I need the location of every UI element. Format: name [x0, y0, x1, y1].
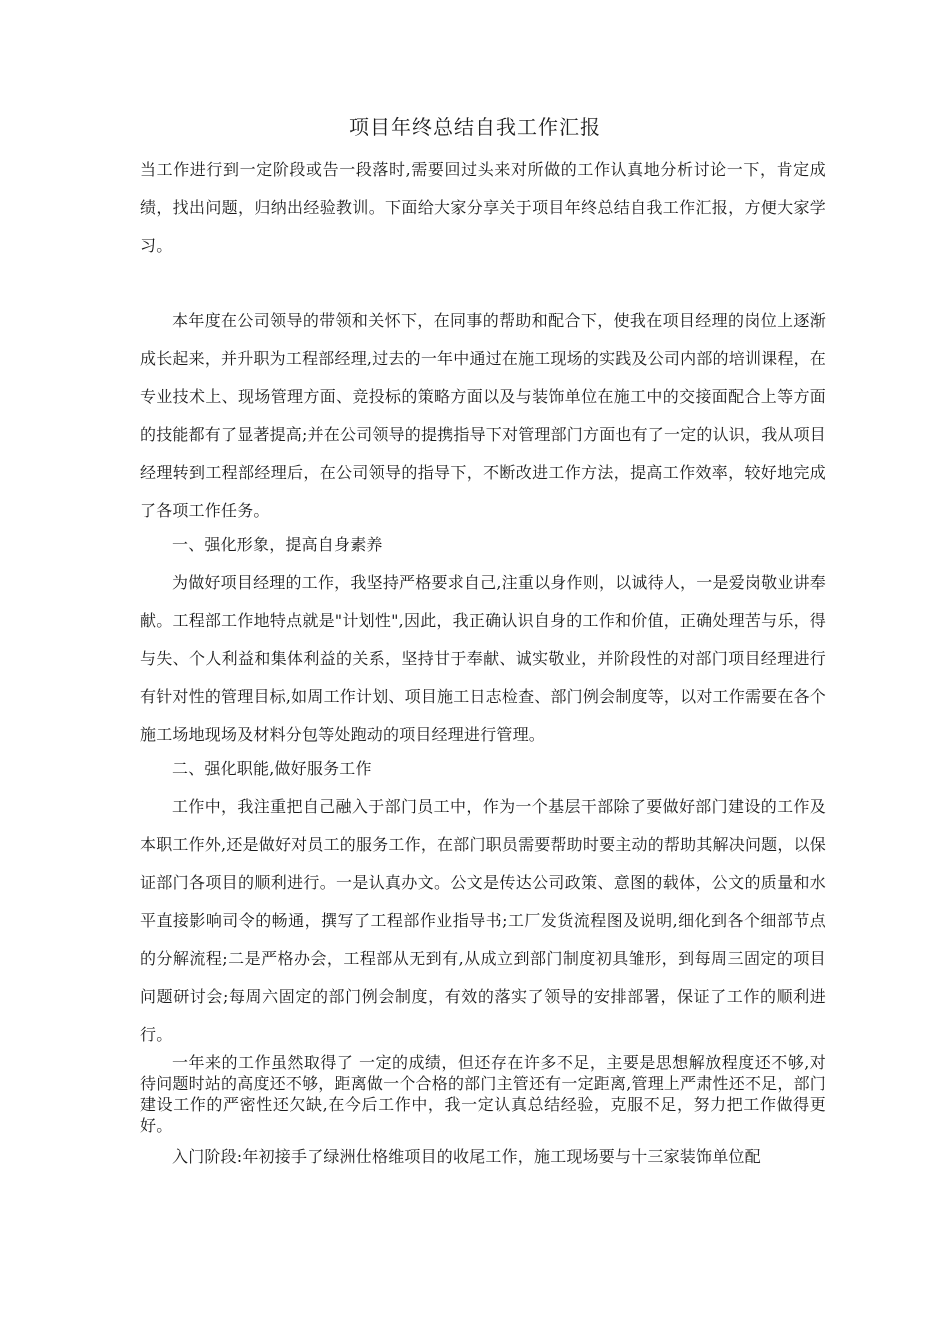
intro-paragraph: 当工作进行到一定阶段或告一段落时,需要回过头来对所做的工作认真地分析讨论一下，肯定成绩，找出问题，归纳出经验教训。下面给大家分享关于项目年终总结自我工作汇报，方便大家学习。: [140, 160, 826, 255]
body-paragraph-5: 入门阶段:年初接手了绿洲仕格维项目的收尾工作，施工现场要与十三家装饰单位配: [172, 1147, 761, 1166]
body-paragraph-2: 为做好项目经理的工作，我坚持严格要求自己,注重以身作则，以诚待人，一是爱岗敬业讲奉献。工程部工作地特点就是"计划性",因此，我正确认识自身的工作和价值，正确处理苦与乐，得与失、个人利益和集体利益的关系，坚持甘于奉献、诚实敬业，并阶段性的对部门项目经理进行有针对性的管理目标,如周工作计划、项目施工日志检查、部门例会制度等，以对工作需要在各个施工场地现场及材料分包等处跑动的项目经理进行管理。: [140, 573, 826, 744]
section-heading-1: 一、强化形象，提高自身素养: [172, 535, 383, 554]
document-title: 项目年终总结自我工作汇报: [349, 115, 601, 139]
body-paragraph-4: 一年来的工作虽然取得了 一定的成绩，但还存在许多不足，主要是思想解放程度还不够,对待问题时站的高度还不够，距离做一个合格的部门主管还有一定距离,管理上严肃性还不足，部门建设工作的严密性还欠缺,在今后工作中，我一定认真总结经验，克服不足，努力把工作做得更好。: [140, 1053, 826, 1135]
body-paragraph-3: 工作中，我注重把自己融入于部门员工中，作为一个基层干部除了要做好部门建设的工作及本职工作外,还是做好对员工的服务工作，在部门职员需要帮助时要主动的帮助其解决问题，以保证部门各项目的顺利进行。一是认真办文。公文是传达公司政策、意图的载体，公文的质量和水平直接影响司令的畅通，撰写了工程部作业指导书;工厂发货流程图及说明,细化到各个细部节点的分解流程;二是严格办会，工程部从无到有,从成立到部门制度初具雏形，到每周三固定的项目问题研讨会;每周六固定的部门例会制度，有效的落实了领导的安排部署，保证了工作的顺利进行。: [140, 797, 826, 1044]
body-paragraph-1: 本年度在公司领导的带领和关怀下，在同事的帮助和配合下，使我在项目经理的岗位上逐渐成长起来，并升职为工程部经理,过去的一年中通过在施工现场的实践及公司内部的培训课程，在专业技术上、现场管理方面、竞投标的策略方面以及与装饰单位在施工中的交接面配合上等方面的技能都有了显著提高;并在公司领导的提携指导下对管理部门方面也有了一定的认识，我从项目经理转到工程部经理后，在公司领导的指导下，不断改进工作方法，提高工作效率，较好地完成了各项工作任务。: [140, 311, 826, 520]
section-heading-2: 二、强化职能,做好服务工作: [172, 759, 372, 778]
